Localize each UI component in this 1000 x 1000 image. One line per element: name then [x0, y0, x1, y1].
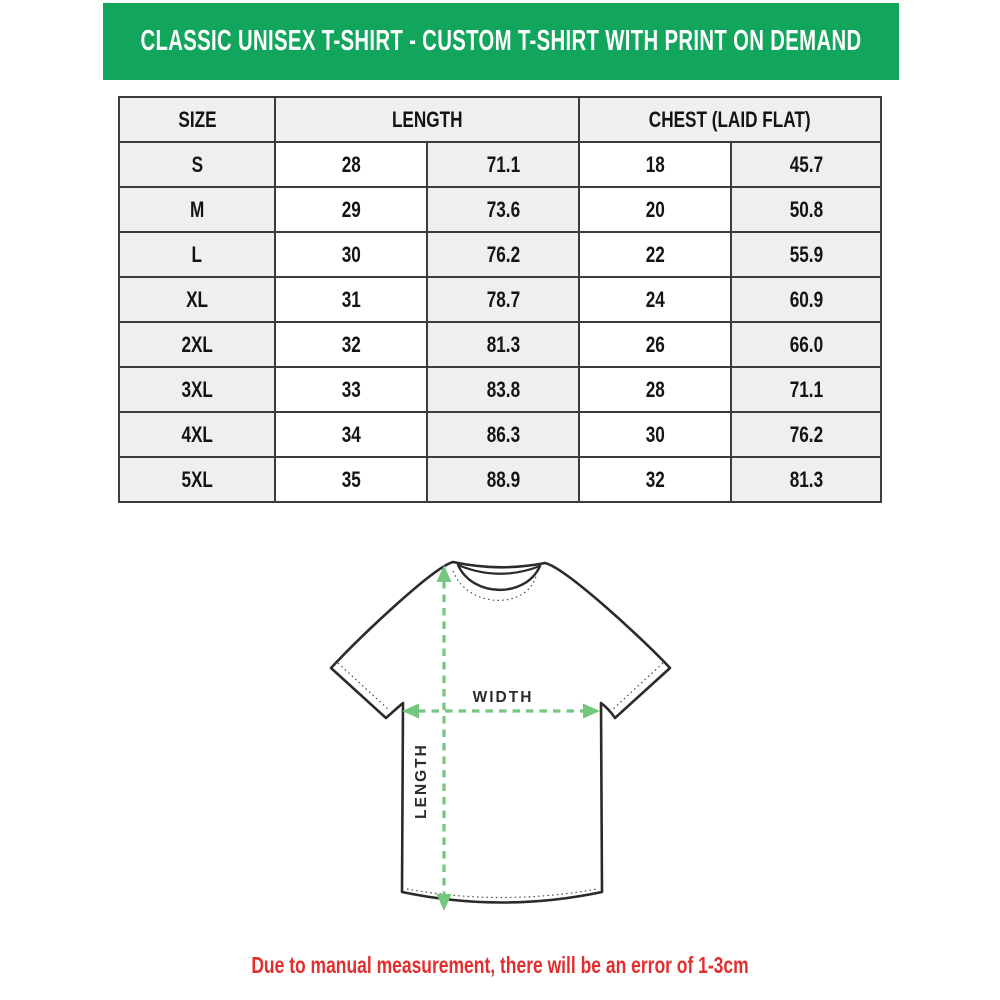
chest-cm-cell — [731, 367, 881, 412]
row-size-cell-value: XL — [186, 286, 209, 312]
chest-cm-cell-value: 71.1 — [789, 376, 823, 402]
length-inches-cell — [275, 457, 427, 502]
col-header-chest-label: CHEST (LAID FLAT) — [649, 106, 811, 132]
length-cm-cell-value: 73.6 — [486, 196, 520, 222]
chest-cm-cell-value: 81.3 — [789, 466, 823, 492]
chest-cm-cell-value: 55.9 — [789, 241, 823, 267]
tshirt-measurement-diagram — [318, 551, 683, 926]
length-cm-cell — [427, 412, 579, 457]
length-inches-cell — [275, 232, 427, 277]
col-header-chest — [579, 97, 881, 142]
length-inches-cell — [275, 187, 427, 232]
row-size-cell — [119, 232, 275, 277]
length-cm-cell-value: 78.7 — [486, 286, 520, 312]
row-size-cell — [119, 412, 275, 457]
size-chart-body — [119, 142, 881, 502]
chest-inches-cell — [579, 367, 731, 412]
row-size-cell-value: L — [191, 241, 203, 267]
tshirt-body-outline — [331, 562, 670, 903]
length-inches-cell-value: 30 — [341, 241, 361, 267]
chest-inches-cell-value: 32 — [645, 466, 665, 492]
chest-inches-cell-value: 26 — [645, 331, 665, 357]
length-cm-cell-value: 86.3 — [486, 421, 520, 447]
row-size-cell — [119, 457, 275, 502]
tshirt-outline-drawing — [331, 562, 670, 903]
chest-inches-cell — [579, 322, 731, 367]
chest-inches-cell-value: 20 — [645, 196, 665, 222]
width-dimension-label: WIDTH — [472, 689, 534, 706]
length-cm-cell — [427, 367, 579, 412]
length-cm-cell-value: 83.8 — [486, 376, 520, 402]
col-header-length — [275, 97, 579, 142]
length-cm-cell — [427, 187, 579, 232]
chest-cm-cell — [731, 277, 881, 322]
length-inches-cell-value: 32 — [341, 331, 361, 357]
length-inches-cell — [275, 367, 427, 412]
row-size-cell-value: 4XL — [181, 421, 213, 447]
length-cm-cell — [427, 457, 579, 502]
chest-cm-cell-value: 60.9 — [789, 286, 823, 312]
header-row — [119, 97, 881, 142]
length-inches-cell-value: 35 — [341, 466, 361, 492]
chest-inches-cell — [579, 232, 731, 277]
chest-inches-cell — [579, 142, 731, 187]
col-header-length-label: LENGTH — [391, 106, 463, 132]
table-row — [119, 367, 881, 412]
chest-cm-cell — [731, 322, 881, 367]
chest-inches-cell — [579, 187, 731, 232]
row-size-cell — [119, 187, 275, 232]
col-header-size — [119, 97, 275, 142]
chest-inches-cell — [579, 457, 731, 502]
table-row — [119, 457, 881, 502]
chest-inches-cell-value: 24 — [645, 286, 665, 312]
row-size-cell — [119, 367, 275, 412]
chest-inches-cell-value: 28 — [645, 376, 665, 402]
length-inches-cell — [275, 322, 427, 367]
length-cm-cell — [427, 277, 579, 322]
measurement-note: Due to manual measurement, there will be an error of 1-3cm — [251, 952, 749, 978]
row-size-cell-value: 3XL — [181, 376, 213, 402]
chest-cm-cell-value: 66.0 — [789, 331, 823, 357]
chest-cm-cell — [731, 232, 881, 277]
length-inches-cell — [275, 142, 427, 187]
row-size-cell — [119, 277, 275, 322]
chest-cm-cell — [731, 412, 881, 457]
chest-inches-cell — [579, 277, 731, 322]
length-arrowhead-bottom — [437, 894, 452, 911]
chest-cm-cell-value: 45.7 — [789, 151, 823, 177]
row-size-cell-value: 5XL — [181, 466, 213, 492]
table-row — [119, 187, 881, 232]
chest-cm-cell-value: 76.2 — [789, 421, 823, 447]
length-inches-cell — [275, 277, 427, 322]
chest-inches-cell-value: 18 — [645, 151, 665, 177]
chest-cm-cell — [731, 457, 881, 502]
title-banner — [103, 3, 899, 80]
chest-inches-cell-value: 22 — [645, 241, 665, 267]
table-row — [119, 232, 881, 277]
length-inches-cell — [275, 412, 427, 457]
length-inches-cell-value: 29 — [341, 196, 361, 222]
size-chart-table — [118, 96, 882, 503]
row-size-cell-value: 2XL — [181, 331, 213, 357]
length-cm-cell-value: 76.2 — [486, 241, 520, 267]
length-cm-cell-value: 71.1 — [486, 151, 520, 177]
length-inches-cell-value: 33 — [341, 376, 361, 402]
length-cm-cell — [427, 322, 579, 367]
length-inches-cell-value: 34 — [341, 421, 361, 447]
length-inches-cell-value: 28 — [341, 151, 361, 177]
table-row — [119, 322, 881, 367]
page-title: CLASSIC UNISEX T-SHIRT - CUSTOM T-SHIRT WITH PRINT ON DEMAND — [140, 25, 862, 57]
row-size-cell-value: S — [191, 151, 203, 177]
chest-cm-cell-value: 50.8 — [789, 196, 823, 222]
length-cm-cell — [427, 232, 579, 277]
chest-inches-cell-value: 30 — [645, 421, 665, 447]
table-row — [119, 277, 881, 322]
length-cm-cell-value: 81.3 — [486, 331, 520, 357]
table-row — [119, 412, 881, 457]
chest-cm-cell — [731, 142, 881, 187]
chest-cm-cell — [731, 187, 881, 232]
table-row — [119, 142, 881, 187]
row-size-cell-value: M — [189, 196, 205, 222]
length-cm-cell — [427, 142, 579, 187]
length-dimension-label: LENGTH — [413, 743, 430, 819]
row-size-cell — [119, 142, 275, 187]
length-cm-cell-value: 88.9 — [486, 466, 520, 492]
row-size-cell — [119, 322, 275, 367]
chest-inches-cell — [579, 412, 731, 457]
length-inches-cell-value: 31 — [341, 286, 361, 312]
col-header-size-label: SIZE — [178, 106, 217, 132]
